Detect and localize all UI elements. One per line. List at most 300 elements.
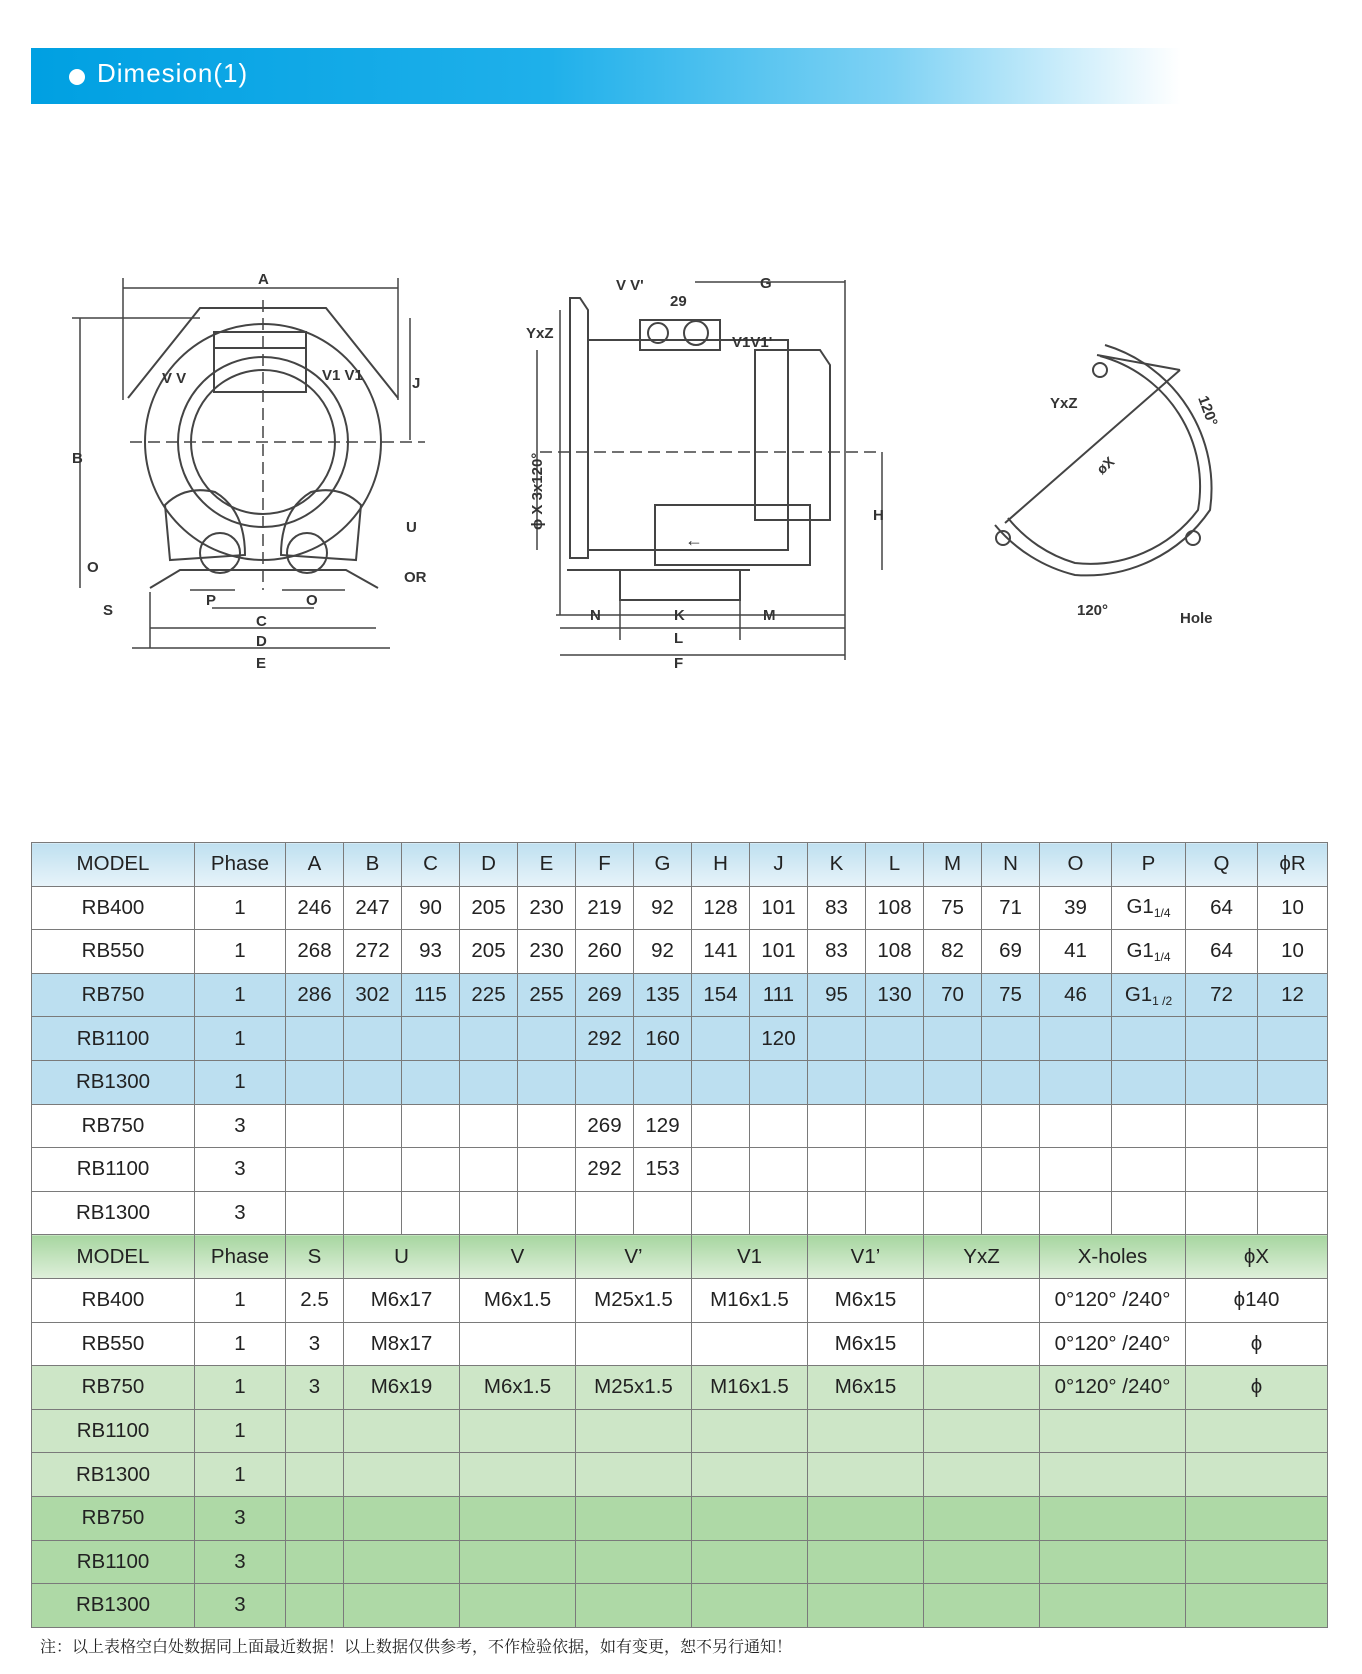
table-cell xyxy=(460,1104,518,1148)
table-cell: 82 xyxy=(924,930,982,974)
table-cell xyxy=(460,1540,576,1584)
table-cell xyxy=(1186,1584,1328,1628)
front-label-o-left: O xyxy=(87,559,99,576)
table-cell: 3 xyxy=(286,1322,344,1366)
table-cell xyxy=(402,1060,460,1104)
table-cell xyxy=(460,1191,518,1235)
table-cell: RB750 xyxy=(32,1104,195,1148)
table-cell xyxy=(1040,1584,1186,1628)
table-cell: 92 xyxy=(634,930,692,974)
table-cell: M6x17 xyxy=(344,1278,460,1322)
table-cell xyxy=(866,1104,924,1148)
table-cell: 141 xyxy=(692,930,750,974)
table-cell: V’ xyxy=(576,1235,692,1279)
front-label-v1v1: V1 V1 xyxy=(322,367,363,384)
table-cell: M6x1.5 xyxy=(460,1278,576,1322)
table-cell xyxy=(692,1060,750,1104)
side-label-f: F xyxy=(674,655,684,672)
table-cell: 247 xyxy=(344,886,402,930)
table-cell xyxy=(866,1191,924,1235)
table-cell xyxy=(344,1453,460,1497)
table-cell: 39 xyxy=(1040,886,1112,930)
table-cell: 255 xyxy=(518,973,576,1017)
table-cell: 41 xyxy=(1040,930,1112,974)
table-cell: 292 xyxy=(576,1017,634,1061)
table-cell: 1 xyxy=(195,886,286,930)
dimension-drawings xyxy=(0,270,1362,690)
table-cell: 101 xyxy=(750,886,808,930)
table-cell: 268 xyxy=(286,930,344,974)
table-cell xyxy=(518,1060,576,1104)
table-cell: 219 xyxy=(576,886,634,930)
section-banner xyxy=(31,48,1181,104)
table-cell: 95 xyxy=(808,973,866,1017)
table-cell: B xyxy=(344,843,402,887)
table-cell xyxy=(402,1191,460,1235)
side-label-k: K xyxy=(674,607,685,624)
table-cell: 10 xyxy=(1258,930,1328,974)
table-cell xyxy=(460,1017,518,1061)
front-label-j: J xyxy=(412,375,421,392)
table-cell xyxy=(692,1584,808,1628)
table-cell xyxy=(518,1148,576,1192)
table-cell xyxy=(1186,1409,1328,1453)
table-cell xyxy=(576,1496,692,1540)
table-cell xyxy=(576,1540,692,1584)
footnote: 注：以上表格空白处数据同上面最近数据！以上数据仅供参考，不作检验依据，如有变更，恕不另行通知！ xyxy=(40,1637,793,1656)
table-cell xyxy=(344,1017,402,1061)
table-cell: MODEL xyxy=(32,1235,195,1279)
table-cell xyxy=(924,1453,1040,1497)
table-cell: V1 xyxy=(692,1235,808,1279)
section-title: Dimesion(1) xyxy=(97,58,249,88)
side-label-vv: V V' xyxy=(616,277,644,294)
table-cell: U xyxy=(344,1235,460,1279)
table-cell: 69 xyxy=(982,930,1040,974)
table-cell: 1 xyxy=(195,930,286,974)
table-cell xyxy=(286,1060,344,1104)
table-cell: 90 xyxy=(402,886,460,930)
table-cell: S xyxy=(286,1235,344,1279)
table-cell xyxy=(808,1496,924,1540)
table-cell xyxy=(344,1584,460,1628)
table-cell xyxy=(402,1148,460,1192)
front-label-b: B xyxy=(72,450,83,467)
table-cell xyxy=(1186,1453,1328,1497)
table-cell xyxy=(1040,1148,1112,1192)
table-cell: M16x1.5 xyxy=(692,1366,808,1410)
hole-label-hole: Hole xyxy=(1180,610,1213,627)
table-cell: RB1100 xyxy=(32,1017,195,1061)
table-cell: ϕ140 xyxy=(1186,1278,1328,1322)
table-cell xyxy=(692,1104,750,1148)
table-cell xyxy=(808,1191,866,1235)
table-cell: 3 xyxy=(195,1104,286,1148)
table-cell: 120 xyxy=(750,1017,808,1061)
table-cell xyxy=(460,1322,576,1366)
table-cell xyxy=(982,1017,1040,1061)
table-cell: RB750 xyxy=(32,1496,195,1540)
table-cell: MODEL xyxy=(32,843,195,887)
table-cell xyxy=(924,1540,1040,1584)
table-cell xyxy=(924,1104,982,1148)
table-cell xyxy=(1186,1191,1258,1235)
table-cell xyxy=(634,1060,692,1104)
table-cell: ϕ xyxy=(1186,1366,1328,1410)
hole-label-x: øX xyxy=(1093,453,1118,478)
table-cell xyxy=(286,1148,344,1192)
table-cell xyxy=(924,1322,1040,1366)
side-label-v1v1p: V1V1' xyxy=(732,334,773,351)
table-cell: 108 xyxy=(866,930,924,974)
front-label-s: S xyxy=(103,602,114,619)
table-cell xyxy=(1258,1017,1328,1061)
table2-row xyxy=(32,1584,1328,1628)
table-cell: 115 xyxy=(402,973,460,1017)
table-cell xyxy=(1186,1148,1258,1192)
table-cell xyxy=(460,1496,576,1540)
table-cell: 3 xyxy=(195,1496,286,1540)
table-cell: O xyxy=(1040,843,1112,887)
table-cell: 64 xyxy=(1186,886,1258,930)
table-cell xyxy=(344,1060,402,1104)
table-cell xyxy=(866,1148,924,1192)
table-cell xyxy=(460,1453,576,1497)
table-cell: RB550 xyxy=(32,930,195,974)
table-cell: 225 xyxy=(460,973,518,1017)
table2-row xyxy=(32,1453,1328,1497)
table-cell: 260 xyxy=(576,930,634,974)
table-cell xyxy=(1040,1191,1112,1235)
table-cell: 130 xyxy=(866,973,924,1017)
table-cell: 302 xyxy=(344,973,402,1017)
table-cell xyxy=(692,1540,808,1584)
table-cell xyxy=(1112,1060,1186,1104)
table-cell xyxy=(576,1409,692,1453)
table-cell xyxy=(808,1148,866,1192)
table-cell xyxy=(982,1104,1040,1148)
table-cell xyxy=(286,1409,344,1453)
table-cell: 0°120° /240° xyxy=(1040,1366,1186,1410)
table2-header-row xyxy=(32,1235,1328,1279)
table-cell xyxy=(1040,1017,1112,1061)
table-cell: Q xyxy=(1186,843,1258,887)
table-cell: RB400 xyxy=(32,886,195,930)
table-cell xyxy=(1258,1104,1328,1148)
table-cell: 205 xyxy=(460,930,518,974)
table-cell: L xyxy=(866,843,924,887)
table-cell xyxy=(1040,1104,1112,1148)
table-cell: RB1300 xyxy=(32,1060,195,1104)
table-cell xyxy=(1186,1017,1258,1061)
side-label-phi: ϕ X 3x120° xyxy=(529,452,546,530)
table-cell xyxy=(344,1409,460,1453)
table-cell: 1 xyxy=(195,1278,286,1322)
table-cell xyxy=(924,1191,982,1235)
hole-label-120-right: 120° xyxy=(1194,393,1221,429)
table-cell: 12 xyxy=(1258,973,1328,1017)
table-cell xyxy=(576,1060,634,1104)
side-label-n: N xyxy=(590,607,601,624)
front-label-c: C xyxy=(256,613,267,630)
table-cell: RB750 xyxy=(32,1366,195,1410)
table-cell: 1 xyxy=(195,1453,286,1497)
table-cell: 135 xyxy=(634,973,692,1017)
side-view-drawing xyxy=(537,280,882,660)
table-cell: ϕX xyxy=(1186,1235,1328,1279)
table-cell xyxy=(692,1453,808,1497)
table-cell: Phase xyxy=(195,843,286,887)
side-label-29: 29 xyxy=(670,293,687,310)
table-cell: 64 xyxy=(1186,930,1258,974)
table-cell xyxy=(982,1060,1040,1104)
table-cell: 272 xyxy=(344,930,402,974)
table-cell xyxy=(286,1496,344,1540)
table-cell: 230 xyxy=(518,886,576,930)
table-cell xyxy=(576,1322,692,1366)
table-cell xyxy=(286,1017,344,1061)
table-cell: 3 xyxy=(195,1148,286,1192)
table-cell xyxy=(286,1584,344,1628)
table1-row xyxy=(32,1191,1328,1235)
table-cell xyxy=(692,1017,750,1061)
table-cell xyxy=(634,1191,692,1235)
table-cell: 1 xyxy=(195,1366,286,1410)
table-cell: 230 xyxy=(518,930,576,974)
table-cell xyxy=(1112,1104,1186,1148)
table-cell: 1 xyxy=(195,1322,286,1366)
side-label-l: L xyxy=(674,630,684,647)
table-cell xyxy=(402,1104,460,1148)
table-cell xyxy=(518,1191,576,1235)
table2-row xyxy=(32,1409,1328,1453)
table-cell xyxy=(518,1017,576,1061)
table2-row xyxy=(32,1278,1328,1322)
table-cell xyxy=(808,1104,866,1148)
table-cell: N xyxy=(982,843,1040,887)
table-cell: $G1_{1/4}$ xyxy=(1112,930,1186,974)
table-cell xyxy=(1186,1060,1258,1104)
table-cell: 83 xyxy=(808,886,866,930)
table-cell xyxy=(1112,1191,1186,1235)
table-cell xyxy=(924,1366,1040,1410)
table-cell: RB1100 xyxy=(32,1409,195,1453)
table2-row xyxy=(32,1540,1328,1584)
table-cell xyxy=(518,1104,576,1148)
table-cell: C xyxy=(402,843,460,887)
table-cell: 205 xyxy=(460,886,518,930)
table-cell xyxy=(460,1584,576,1628)
table1-row xyxy=(32,886,1328,930)
bullet-icon xyxy=(69,69,85,85)
front-view-drawing xyxy=(72,278,425,648)
table-cell xyxy=(1040,1540,1186,1584)
table-cell: 101 xyxy=(750,930,808,974)
table-cell xyxy=(808,1540,924,1584)
table-cell: M8x17 xyxy=(344,1322,460,1366)
table-cell: RB1300 xyxy=(32,1453,195,1497)
hole-label-yxz: YxZ xyxy=(1050,395,1078,412)
table1-row xyxy=(32,1017,1328,1061)
table-cell xyxy=(1040,1409,1186,1453)
table-cell xyxy=(692,1191,750,1235)
table-cell xyxy=(1040,1060,1112,1104)
table-cell xyxy=(286,1104,344,1148)
table-cell: 269 xyxy=(576,973,634,1017)
table-cell xyxy=(924,1584,1040,1628)
thread-size-subscript: 1/4 xyxy=(1153,906,1171,921)
table-cell: 154 xyxy=(692,973,750,1017)
table-cell: RB750 xyxy=(32,973,195,1017)
table-cell xyxy=(692,1409,808,1453)
table-cell xyxy=(1258,1191,1328,1235)
table1-row xyxy=(32,1060,1328,1104)
table-cell: 160 xyxy=(634,1017,692,1061)
table-cell: 1 xyxy=(195,1060,286,1104)
table-cell: 1 xyxy=(195,973,286,1017)
table-cell: 1 xyxy=(195,1409,286,1453)
table2-row xyxy=(32,1366,1328,1410)
table-cell xyxy=(924,1496,1040,1540)
table-cell: H xyxy=(692,843,750,887)
table-cell xyxy=(866,1017,924,1061)
table-cell xyxy=(692,1322,808,1366)
table-cell xyxy=(750,1104,808,1148)
table-cell xyxy=(576,1191,634,1235)
table-cell: M25x1.5 xyxy=(576,1278,692,1322)
side-label-m: M xyxy=(763,607,776,624)
table-cell: $G1_{1/4}$ xyxy=(1112,886,1186,930)
table-cell xyxy=(576,1453,692,1497)
table-cell xyxy=(1112,1148,1186,1192)
table-cell: RB1300 xyxy=(32,1584,195,1628)
table-cell: 1 xyxy=(195,1017,286,1061)
table-cell: M6x1.5 xyxy=(460,1366,576,1410)
table-cell xyxy=(808,1017,866,1061)
table-cell: RB550 xyxy=(32,1322,195,1366)
table-cell xyxy=(924,1148,982,1192)
table-cell: A xyxy=(286,843,344,887)
table-cell xyxy=(344,1104,402,1148)
table-cell xyxy=(1186,1496,1328,1540)
side-label-yxz: YxZ xyxy=(526,325,554,342)
table-cell xyxy=(286,1540,344,1584)
table-cell xyxy=(924,1278,1040,1322)
table1-row xyxy=(32,930,1328,974)
table-cell: YxZ xyxy=(924,1235,1040,1279)
table-cell xyxy=(750,1060,808,1104)
front-label-or: OR xyxy=(404,569,427,586)
table-cell: 111 xyxy=(750,973,808,1017)
table-cell: 129 xyxy=(634,1104,692,1148)
table-cell xyxy=(866,1060,924,1104)
table-cell: M25x1.5 xyxy=(576,1366,692,1410)
table-cell: 92 xyxy=(634,886,692,930)
table-cell: M6x15 xyxy=(808,1366,924,1410)
table-cell: 292 xyxy=(576,1148,634,1192)
table-cell: 72 xyxy=(1186,973,1258,1017)
side-label-g: G xyxy=(760,275,772,292)
table-cell: D xyxy=(460,843,518,887)
table-cell: G xyxy=(634,843,692,887)
table-cell: 93 xyxy=(402,930,460,974)
table1-row xyxy=(32,973,1328,1017)
table1-header-row xyxy=(32,843,1328,887)
table-cell: M16x1.5 xyxy=(692,1278,808,1322)
table-cell xyxy=(402,1017,460,1061)
table-cell: 70 xyxy=(924,973,982,1017)
table-cell xyxy=(1186,1104,1258,1148)
table-cell: 153 xyxy=(634,1148,692,1192)
table-cell: 10 xyxy=(1258,886,1328,930)
table-cell: 286 xyxy=(286,973,344,1017)
table-cell xyxy=(924,1409,1040,1453)
table-cell: K xyxy=(808,843,866,887)
table-cell xyxy=(344,1540,460,1584)
table-cell: J xyxy=(750,843,808,887)
table-cell: 0°120° /240° xyxy=(1040,1322,1186,1366)
table-cell xyxy=(286,1453,344,1497)
front-label-p: P xyxy=(206,592,217,609)
table-cell: 75 xyxy=(982,973,1040,1017)
table2-row xyxy=(32,1322,1328,1366)
table-cell: 108 xyxy=(866,886,924,930)
table-cell xyxy=(808,1453,924,1497)
table-cell xyxy=(750,1191,808,1235)
table-cell: 75 xyxy=(924,886,982,930)
thread-size-subscript: 1/4 xyxy=(1153,949,1171,964)
table2-row xyxy=(32,1496,1328,1540)
table-cell xyxy=(344,1191,402,1235)
table-cell xyxy=(924,1017,982,1061)
table-cell xyxy=(460,1409,576,1453)
table-cell: 83 xyxy=(808,930,866,974)
table1-row xyxy=(32,1104,1328,1148)
table-cell xyxy=(924,1060,982,1104)
table-cell: 128 xyxy=(692,886,750,930)
table-cell xyxy=(982,1148,1040,1192)
table-cell: E xyxy=(518,843,576,887)
table-cell xyxy=(1258,1148,1328,1192)
front-label-o: O xyxy=(306,592,318,609)
table-cell xyxy=(1040,1496,1186,1540)
thread-size-subscript: 1 /2 xyxy=(1152,993,1173,1008)
table-cell xyxy=(1040,1453,1186,1497)
table1-row xyxy=(32,1148,1328,1192)
table-cell: RB1100 xyxy=(32,1148,195,1192)
side-label-h: H xyxy=(873,507,884,524)
table-cell: 0°120° /240° xyxy=(1040,1278,1186,1322)
table-cell: 46 xyxy=(1040,973,1112,1017)
side-label-arrow: ← xyxy=(685,530,703,550)
table-cell: P xyxy=(1112,843,1186,887)
front-label-a: A xyxy=(258,271,269,288)
table-cell xyxy=(460,1060,518,1104)
dimension-table xyxy=(31,842,1328,1628)
table-cell xyxy=(692,1496,808,1540)
hole-label-120-bottom: 120° xyxy=(1077,602,1109,619)
table-cell xyxy=(692,1148,750,1192)
table-cell: X-holes xyxy=(1040,1235,1186,1279)
table-cell xyxy=(750,1148,808,1192)
table-cell xyxy=(1258,1060,1328,1104)
table-cell xyxy=(982,1191,1040,1235)
table-cell: RB1100 xyxy=(32,1540,195,1584)
table-cell xyxy=(460,1148,518,1192)
front-label-d: D xyxy=(256,633,267,650)
table-cell: 3 xyxy=(195,1191,286,1235)
table-cell xyxy=(808,1060,866,1104)
